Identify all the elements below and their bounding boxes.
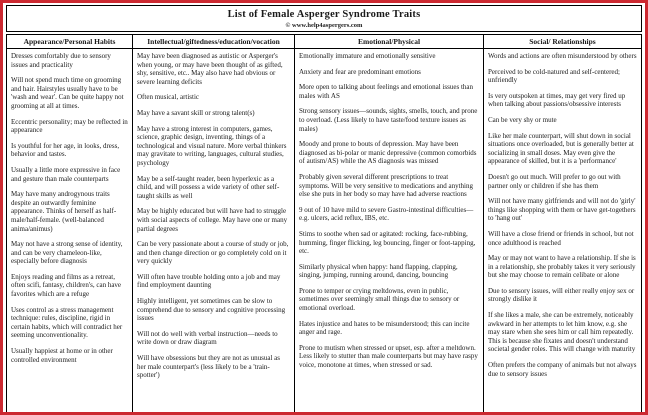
page-title: List of Female Asperger Syndrome Traits [227,9,421,20]
trait-item: Similarly physical when happy: hand flapping, clapping, singing, jumping, running around, dancing, bouncing [299,262,458,280]
trait-item: Due to sensory issues, will either really enjoy sex or strongly dislike it [488,286,635,304]
trait-item: Hates injustice and hates to be misunderstood; this can incite anger and rage. [299,319,470,337]
trait-item: May have been diagnosed as autistic or Asperger's when young, or may have been thought of as gifted, shy, sensitive, etc.. May also have had obvious or severe learning deficits [137,52,283,86]
column-header-social: Social/ Relationships [483,34,642,49]
trait-item: Strong sensory issues—sounds, sights, smells, touch, and prone to overload. (Less likely to have taste/food texture issues as males) [299,107,478,133]
trait-item: Enjoys reading and films as a retreat, often scifi, fantasy, children's, can have favorites which are a refuge [11,272,122,299]
trait-item: Usually a little more expressive in face and gesture than male counterparts [11,165,121,183]
trait-item: May not have a strong sense of identity, and can be very chameleon-like, especially before diagnosis [11,240,123,266]
trait-item: Doesn't go out much. Will prefer to go out with partner only or children if she has them [488,172,621,190]
trait-item: Is very outspoken at times, may get very fired up when talking about passions/obsessive interests [488,91,626,109]
trait-item: May have many androgynous traits despite an outwardly feminine appearance. Thinks of herself as half-male/half-female. (well-balanced anima/animus) [11,190,117,233]
trait-item: Can be very passionate about a course of study or job, and then change direction or go completely cold on it very quickly [137,240,289,266]
column-emotional [294,34,484,415]
trait-item: Dresses comfortably due to sensory issues and practicality [11,52,111,69]
copyright-line: © www.help4aspergers.com [285,22,363,29]
column-body-social [483,49,642,415]
trait-item: Often prefers the company of animals but not always due to sensory issues [488,361,637,378]
trait-item: Prone to mutism when stressed or upset, esp. after a meltdown. Less likely to stutter than male counterparts but may have raspy voice, monotone at times, when stressed or sad. [299,343,478,370]
trait-item: Will often have trouble holding onto a job and may find employment daunting [137,272,281,290]
trait-item: Often musical, artistic [137,93,200,102]
trait-item: Will not do well with verbal instruction—needs to write down or draw diagram [137,329,278,347]
trait-item: Probably given several different prescriptions to treat symptoms. Will be very sensitive to medications and anything else she puts in her body so may have had adverse reactions [299,172,473,199]
column-intellectual [132,34,295,415]
title-box [6,5,642,32]
trait-item: Stims to soothe when sad or agitated: rocking, face-rubbing, humming, finger flicking, leg bouncing, finger or foot-tapping, etc. [299,229,476,256]
column-header-appearance: Appearance/Personal Habits [6,34,133,49]
column-header-emotional: Emotional/Physical [294,34,484,49]
trait-item: Usually happiest at home or in other controlled environment [11,347,113,364]
trait-item: More open to talking about feelings and emotional issues than males with AS [299,83,473,100]
trait-item: Emotionally immature and emotionally sensitive [299,52,436,60]
trait-item: Highly intelligent, yet sometimes can be slow to comprehend due to sensory and cognitive processing issues [137,297,286,323]
column-body-appearance [6,49,133,415]
trait-item: Will have obsessions but they are not as unusual as her male counterpart's (less likely to be a 'train-spotter') [137,354,280,380]
trait-item: Will not spend much time on grooming and hair. Hairstyles usually have to be 'wash and wear'. Can be quite happy not grooming at all at times. [11,76,124,110]
trait-item: 9 out of 10 have mild to severe Gastro-intestinal difficulties—e.g. ulcers, acid reflux, IBS, etc. [299,205,474,223]
trait-item: Can be very shy or mute [488,115,557,124]
trait-item: Perceived to be cold-natured and self-centered; unfriendly [488,67,620,85]
trait-item: Will not have many girlfriends and will not do 'girly' things like shopping with them or have get-togethers to 'hang out' [488,197,636,223]
trait-item: Will have a close friend or friends in school, but not once adulthood is reached [488,229,634,247]
column-appearance [6,34,133,415]
trait-item: Like her male counterpart, will shut down in social situations once overloaded, but is generally better at socializing in small doses. May even give the appearance of skilled, but it is a 'performance' [488,131,634,166]
trait-item: May have a savant skill or strong talent(s) [137,108,255,117]
trait-item: Is youthful for her age, in looks, dress, behavior and tastes. [11,141,120,159]
trait-item: Moody and prone to bouts of depression. May have been diagnosed as bi-polar or manic depressive (common comorbids of autism/AS) while the AS diagnosis was missed [299,140,477,166]
column-header-intellectual: Intellectual/giftedness/education/vocation [132,34,295,49]
trait-item: May be highly educated but will have had to struggle with social aspects of college. May have one or many partial degrees [137,207,288,233]
trait-item: Anxiety and fear are predominant emotions [299,67,421,76]
trait-item: If she likes a male, she can be extremely, noticeably awkward in her attempts to let him know, e.g. she may stare when she sees him or call him repeatedly. This is because she fixates and doesn't understand societal gender roles. This will change with maturity [488,311,636,354]
trait-item: May have a strong interest in computers, games, science, graphic design, inventing, things of a technological and visual nature. More verbal thinkers may gravitate to writing, languages, cultural studies, psychology [137,124,287,167]
column-body-intellectual [132,49,295,415]
trait-item: Prone to temper or crying meltdowns, even in public, sometimes over seemingly small things due to sensory or emotional overload. [299,286,460,313]
column-social [483,34,642,415]
trait-item: Eccentric personality; may be reflected in appearance [11,117,128,135]
column-body-emotional [294,49,484,415]
traits-table [6,34,642,415]
trait-item: May be a self-taught reader, been hyperlexic as a child, and will possess a wide variety of other self-taught skills as well [137,174,280,200]
trait-item: Words and actions are often misunderstood by others [488,52,637,60]
trait-item: May or may not want to have a relationship. If she is in a relationship, she probably takes it very seriously but she may choose to remain celibate or alone [488,254,636,280]
trait-item: Uses control as a stress management technique: rules, discipline, rigid in certain habits, which will contradict her seeming unconventionality. [11,305,123,340]
